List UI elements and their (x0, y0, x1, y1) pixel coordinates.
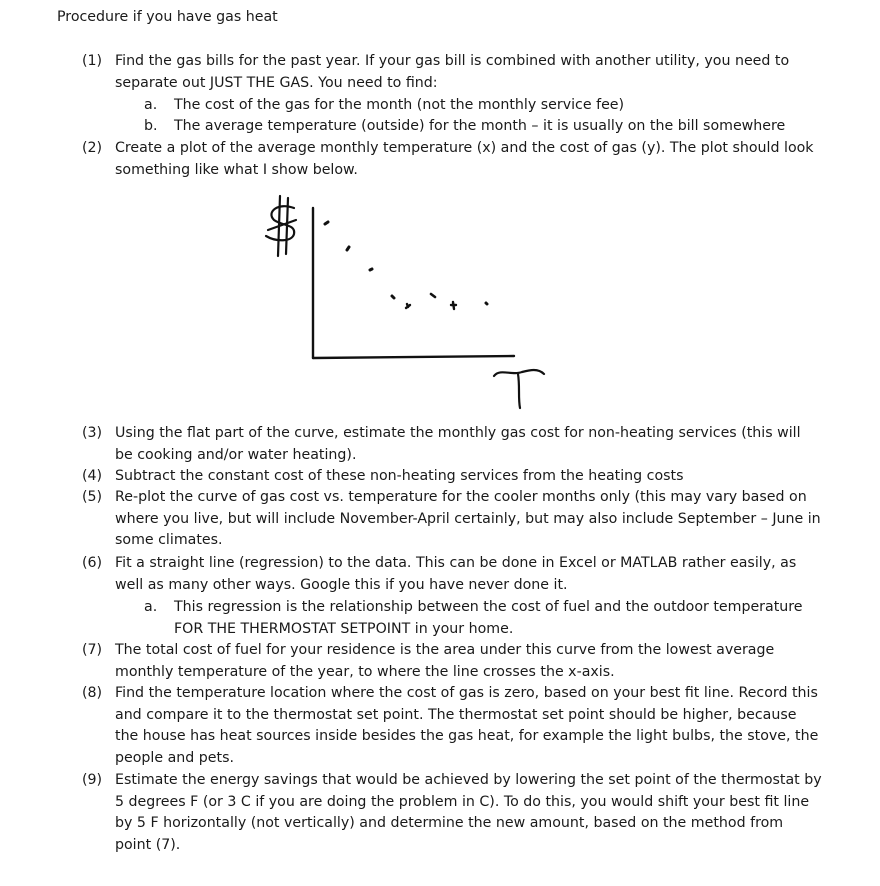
step-text: Subtract the constant cost of these non-heating services from the heating costs (115, 468, 684, 484)
step-text: Fit a straight line (regression) to the data. This can be done in Excel or MATLAB rather easily, as well as many other ways. Google this if you have never done it. (115, 555, 797, 593)
substep-text: The average temperature (outside) for the month – it is usually on the bill somewhere (174, 118, 786, 134)
step-number: (5) (82, 489, 103, 505)
step-1b (144, 116, 804, 138)
example-sketch-plot (250, 190, 560, 420)
step-text: The total cost of fuel for your residence is the area under this curve from the lowest average monthly temperature of the year, to where the line crosses the x-axis. (115, 642, 775, 680)
step-text: Find the gas bills for the past year. If your gas bill is combined with another utility, you need to separate out JUST THE GAS. You need to find: (115, 53, 790, 91)
substep-text: The cost of the gas for the month (not the monthly service fee) (174, 97, 625, 113)
substep-number: b. (144, 118, 158, 134)
step-4 (82, 466, 822, 488)
step-number: (1) (82, 53, 103, 69)
t-axis-label (494, 370, 544, 408)
step-number: (3) (82, 425, 103, 441)
step-number: (9) (82, 772, 103, 788)
step-5 (82, 487, 822, 552)
sketch-point-8 (486, 303, 487, 304)
step-number: (2) (82, 140, 103, 156)
step-6 (82, 553, 822, 596)
step-number: (4) (82, 468, 103, 484)
step-3 (82, 423, 822, 466)
step-text: Estimate the energy savings that would be achieved by lowering the set point of the thermostat by 5 degrees F (or 3 C if you are doing the problem in C). To do this, you would shift your best fit line by 5 F horizontally (not vertically) and determine the new amount, based on the method from point (7). (115, 772, 822, 854)
x-axis-line (313, 356, 514, 358)
step-number: (7) (82, 642, 103, 658)
step-text: Create a plot of the average monthly temperature (x) and the cost of gas (y). The plot should look something like what I show below. (115, 140, 814, 178)
dollar-sign-label (266, 196, 296, 256)
step-number: (8) (82, 685, 103, 701)
sketch-point-4 (392, 296, 394, 298)
substep-number: a. (144, 97, 158, 113)
step-2 (82, 138, 822, 181)
step-number: (6) (82, 555, 103, 571)
sketch-point-6 (431, 294, 435, 297)
step-1a (144, 95, 804, 117)
step-6a (144, 597, 804, 640)
sketch-point-2 (347, 247, 349, 250)
step-9 (82, 770, 822, 857)
step-text: Re-plot the curve of gas cost vs. temperature for the cooler months only (this may vary based on where you live, but will include November-April certainly, but may also include September – June in some climates. (115, 489, 821, 549)
substep-number: a. (144, 599, 158, 615)
step-1 (82, 51, 822, 94)
substep-text: This regression is the relationship between the cost of fuel and the outdoor temperature FOR THE THERMOSTAT SETPOINT in your home. (174, 599, 803, 637)
sketch-point-5 (406, 304, 410, 308)
sketch-point-1 (325, 222, 328, 224)
step-text: Using the flat part of the curve, estimate the monthly gas cost for non-heating services (this will be cooking and/or water heating). (115, 425, 801, 463)
sketch-point-7 (451, 302, 456, 309)
procedure-heading: Procedure if you have gas heat (57, 9, 278, 25)
sketch-point-3 (370, 269, 372, 270)
sketch-svg (250, 190, 560, 420)
step-7 (82, 640, 822, 683)
step-8 (82, 683, 822, 770)
step-text: Find the temperature location where the cost of gas is zero, based on your best fit line. Record this and compare it to the thermostat set point. The thermostat set point should be higher, because the house has heat sources inside besides the gas heat, for example the light bulbs, the stove, the people and pets. (115, 685, 819, 767)
